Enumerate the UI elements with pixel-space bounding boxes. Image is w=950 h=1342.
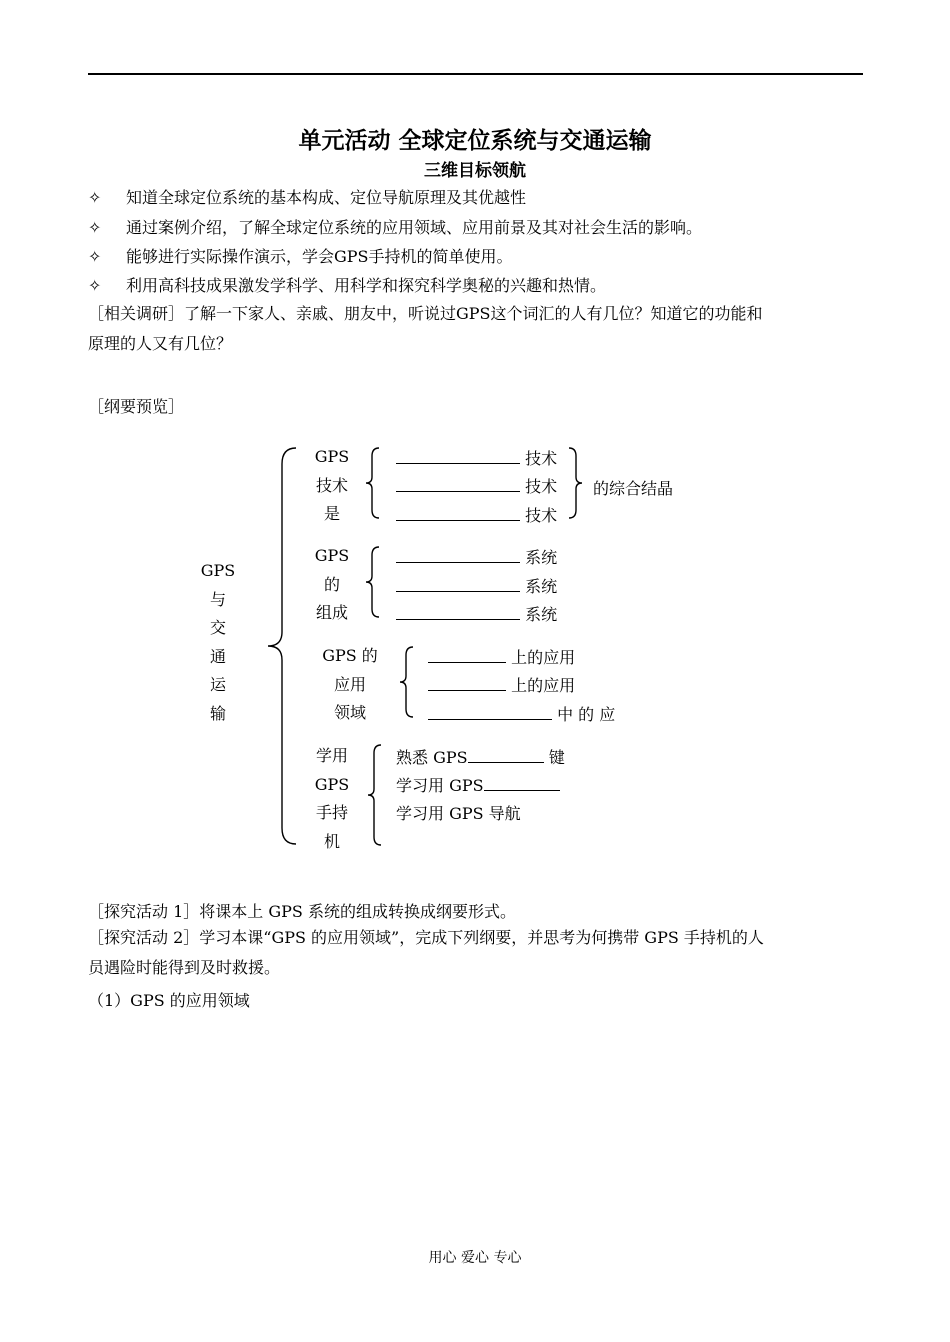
diamond-bullet-icon: ✧ [88,188,102,207]
application-item: 上的应用 [428,645,575,668]
fill-blank[interactable] [396,575,520,592]
composition-group-label: GPS 的 组成 [314,546,350,622]
diamond-bullet-icon: ✧ [88,247,102,266]
handheld-item: 熟悉 GPS 键 [396,748,565,767]
fill-blank[interactable] [396,546,520,563]
composition-item: 系统 [396,602,557,625]
tech-suffix: 的综合结晶 [593,479,674,498]
application-item: 中 的 应 [428,702,615,725]
page-footer: 用心 爱心 专心 [428,1250,522,1266]
goal-item: ✧ 通过案例介绍，了解全球定位系统的应用领域、应用前景及其对社会生活的影响。 [88,218,703,237]
tech-item: 技术 [396,503,557,526]
tech-item: 技术 [396,474,557,497]
page-title: 单元活动 全球定位系统与交通运输 [298,127,652,154]
application-group-label: GPS 的 应用 领域 [322,646,378,722]
fill-blank[interactable] [428,703,552,720]
handheld-item: 学习用 GPS 导航 [396,804,521,823]
tech-left-brace [364,446,382,520]
diamond-bullet-icon: ✧ [88,218,102,237]
handheld-item: 学习用 GPS [396,773,560,796]
activity-2: ［探究活动 2］学习本课“GPS 的应用领域”，完成下列纲要，并思考为何携带 GPS 手持机的人 员遇险时能得到及时救援。 [88,928,764,977]
fill-blank[interactable] [468,746,544,763]
goal-item: ✧ 知道全球定位系统的基本构成、定位导航原理及其优越性 [88,188,527,207]
fill-blank[interactable] [396,603,520,620]
fill-blank[interactable] [484,774,560,791]
composition-left-brace [364,545,382,619]
tech-right-brace [566,446,584,520]
outline-root-label: GPS 与 交 通 运 输 [200,561,236,723]
section-1-heading: （1）GPS 的应用领域 [88,991,250,1010]
section-subtitle: 三维目标领航 [424,161,526,181]
handheld-left-brace [366,743,384,847]
activity-1: ［探究活动 1］将课本上 GPS 系统的组成转换成纲要形式。 [88,902,516,921]
goal-item: ✧ 利用高科技成果激发学科学、用科学和探究科学奥秘的兴趣和热情。 [88,276,607,295]
application-item: 上的应用 [428,673,575,696]
handheld-group-label: 学用 GPS 手持 机 [314,746,350,851]
composition-item: 系统 [396,545,557,568]
fill-blank[interactable] [396,504,520,521]
goal-item: ✧ 能够进行实际操作演示，学会GPS手持机的简单使用。 [88,247,513,266]
tech-item: 技术 [396,446,557,469]
main-left-brace [266,446,300,846]
diamond-bullet-icon: ✧ [88,276,102,295]
fill-blank[interactable] [428,674,506,691]
research-paragraph: ［相关调研］了解一下家人、亲戚、朋友中，听说过GPS这个词汇的人有几位？知道它的功能和 原理的人又有几位？ [88,304,763,353]
composition-item: 系统 [396,574,557,597]
fill-blank[interactable] [396,447,520,464]
header-rule [88,73,863,75]
outline-heading: ［纲要预览］ [88,397,185,416]
fill-blank[interactable] [396,475,520,492]
fill-blank[interactable] [428,646,506,663]
tech-group-label: GPS 技术 是 [314,447,350,523]
application-left-brace [398,645,416,719]
